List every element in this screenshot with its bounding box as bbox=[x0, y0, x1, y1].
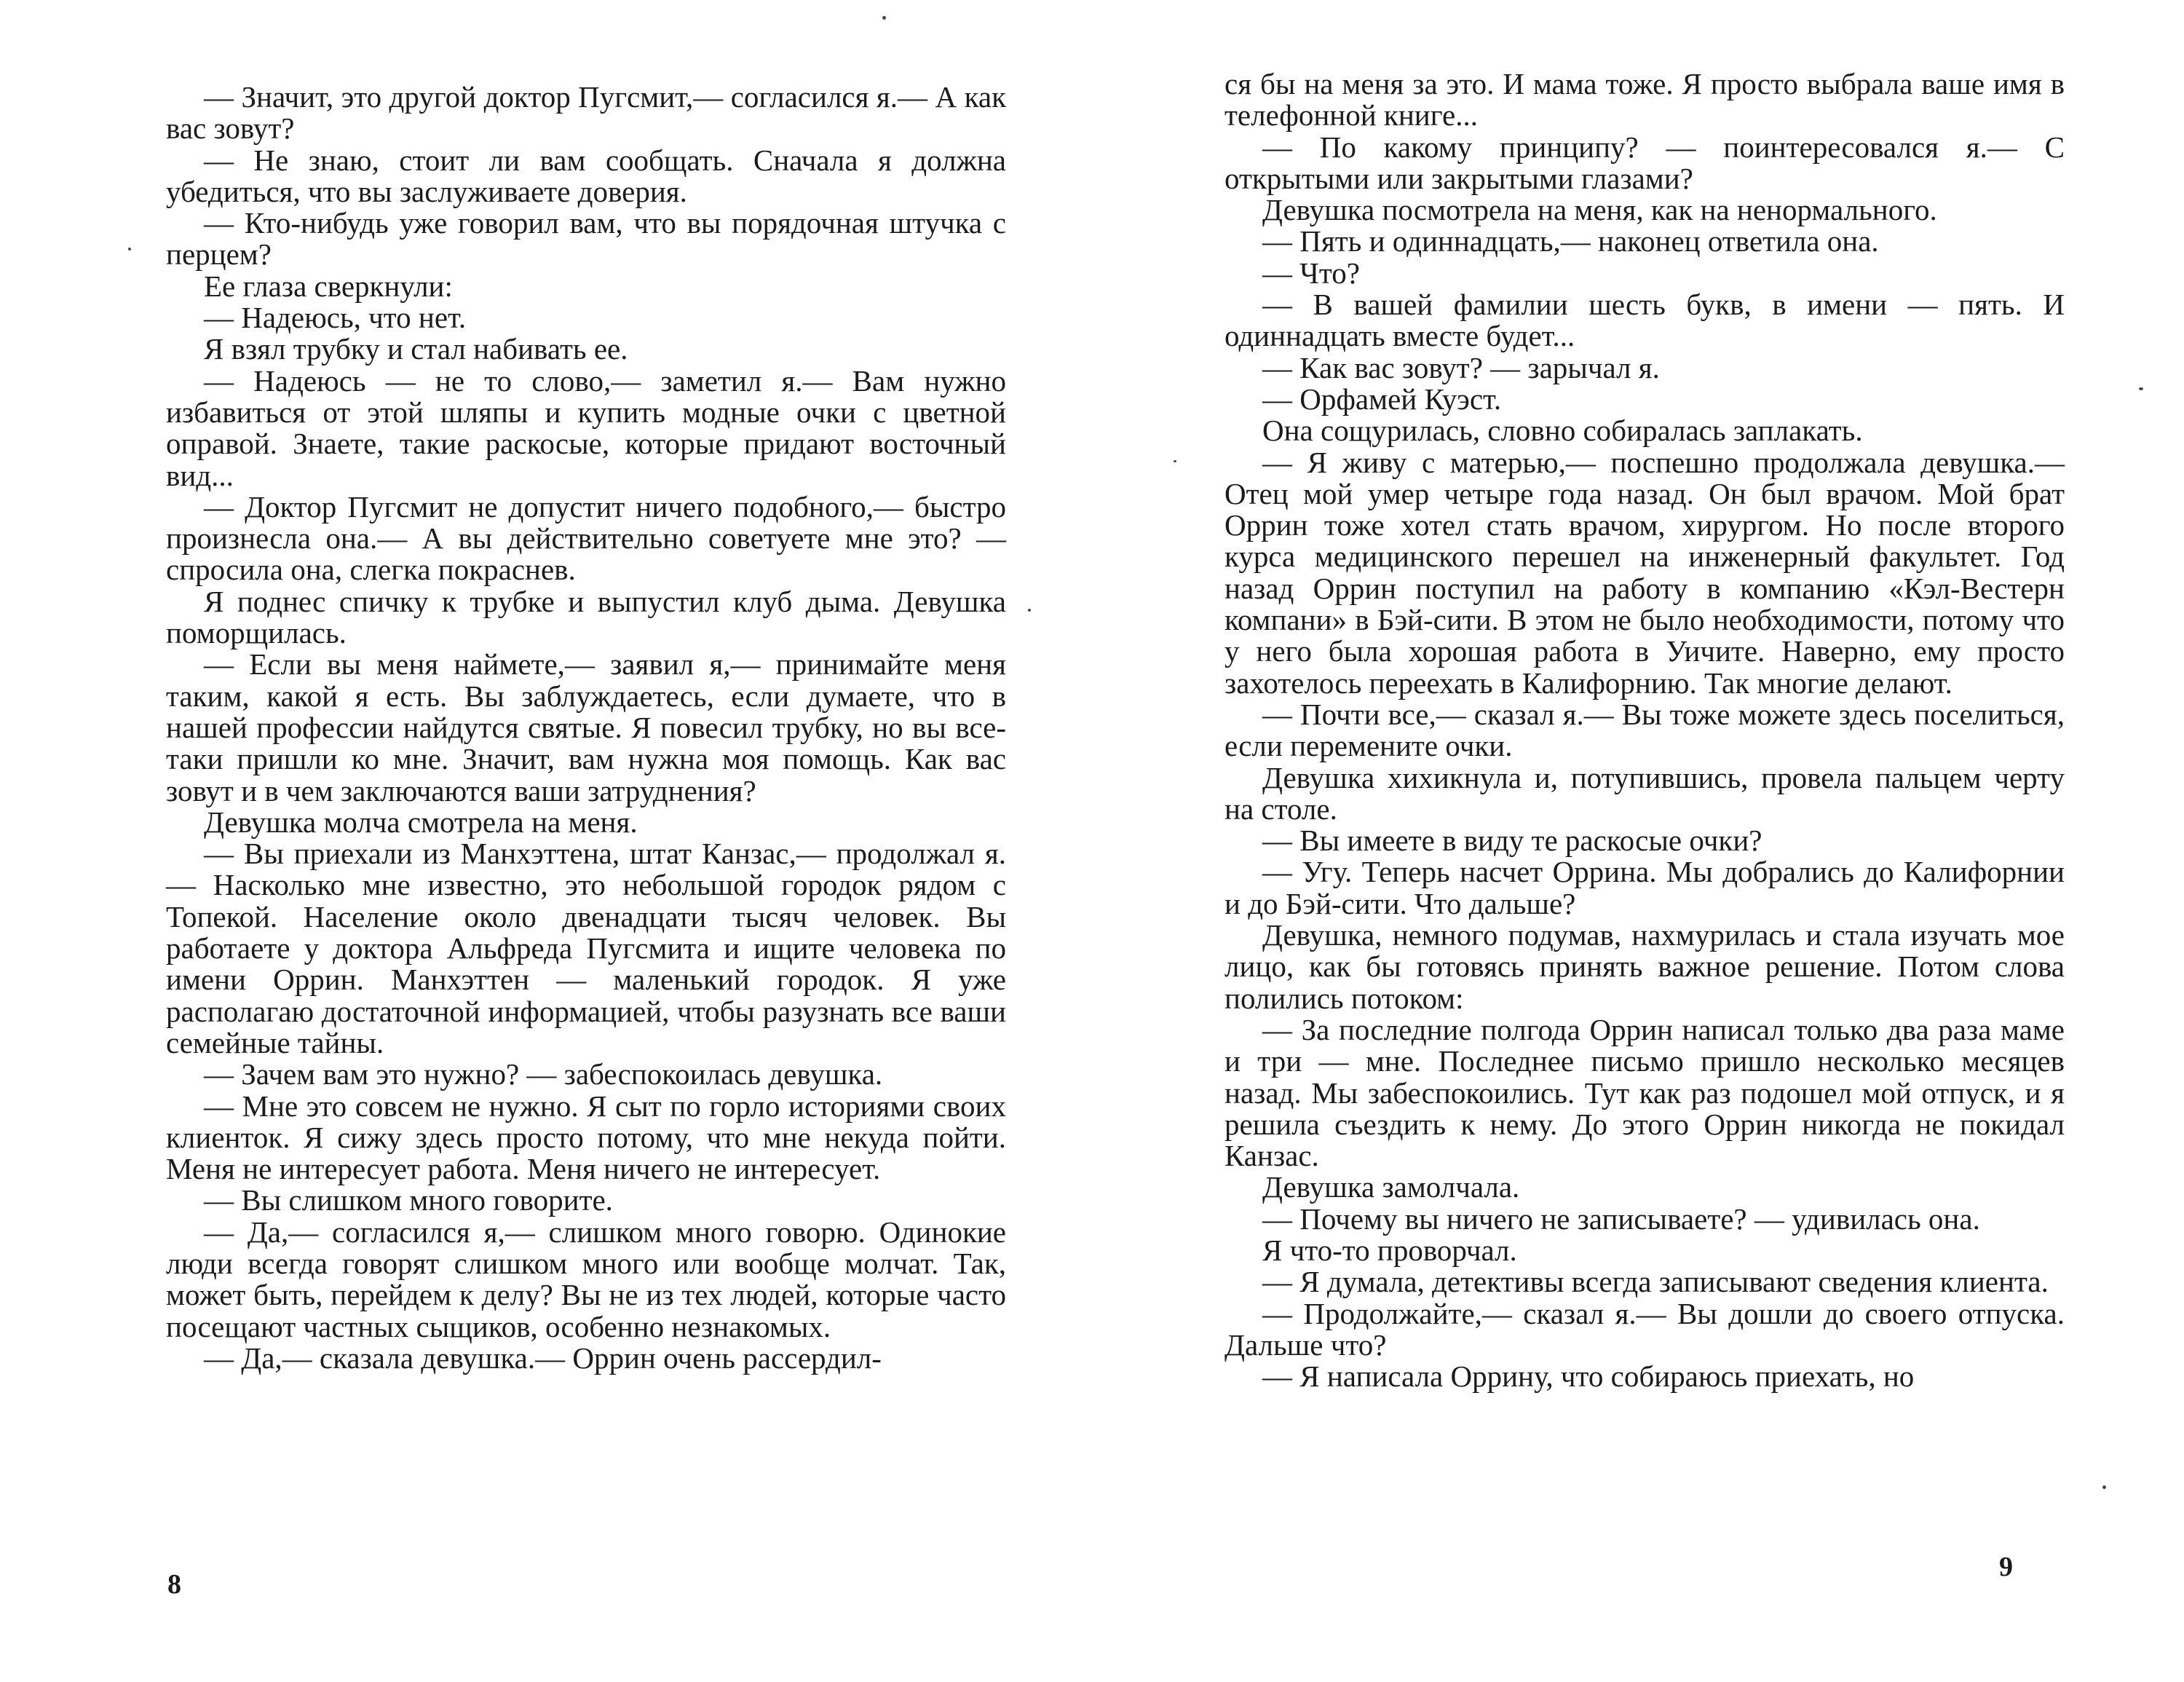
paragraph: — Кто-нибудь уже говорил вам, что вы порядочная штучка с перцем? bbox=[166, 206, 1006, 272]
paragraph: — Почти все,— сказал я.— Вы тоже можете здесь поселиться, если перемените очки. bbox=[1224, 697, 2065, 763]
right-page-text bbox=[1224, 68, 2065, 1392]
paragraph: — Почему вы ничего не записываете? — удивилась она. bbox=[1262, 1201, 1980, 1236]
scan-speck bbox=[128, 248, 131, 250]
paragraph: Я взял трубку и стал набивать ее. bbox=[204, 332, 628, 366]
paragraph: Я что-то проворчал. bbox=[1262, 1233, 1517, 1267]
paragraph: Девушка, немного подумав, нахмурилась и стала изучать мое лицо, как бы готовясь принять важное решение. Потом слова полились потоком: bbox=[1224, 918, 2065, 1015]
paragraph: Девушка посмотрела на меня, как на ненормального. bbox=[1262, 193, 1937, 227]
paragraph: — Да,— согласился я,— слишком много говорю. Одинокие люди всегда говорят слишком много или вообще молчат. Так, может быть, перейдем к делу? Вы не из тех людей, которые часто посещают частных сыщиков, особенно незнакомых. bbox=[166, 1215, 1006, 1343]
right-page bbox=[1092, 0, 2184, 1682]
paragraph: — По какому принципу? — поинтересовался я.— С открытыми или закрытыми глазами? bbox=[1224, 130, 2065, 195]
paragraph: — Я думала, детективы всегда записывают сведения клиента. bbox=[1262, 1265, 2049, 1299]
paragraph: — Продолжайте,— сказал я.— Вы дошли до своего отпуска. Дальше что? bbox=[1224, 1296, 2065, 1362]
paragraph: — Зачем вам это нужно? — забеспокоилась девушка. bbox=[204, 1057, 883, 1091]
paragraph: — Доктор Пугсмит не допустит ничего подобного,— быстро произнесла она.— А вы действительно советуете мне это? — спросила она, слегка покраснев. bbox=[166, 489, 1006, 587]
left-page-text bbox=[166, 82, 1006, 1374]
paragraph: — Надеюсь — не то слово,— заметил я.— Вам нужно избавиться от этой шляпы и купить модные очки с цветной оправой. Знаете, такие раскосые, которые придают восточный вид... bbox=[166, 363, 1006, 492]
paragraph: — Угу. Теперь насчет Оррина. Мы добрались до Калифорнии и до Бэй-сити. Что дальше? bbox=[1224, 855, 2065, 920]
paragraph: — Что? bbox=[1262, 256, 1360, 290]
paragraph: — Мне это совсем не нужно. Я сыт по горло историями своих клиенток. Я сижу здесь просто потому, что мне некуда пойти. Меня не интересует работа. Меня ничего не интересует. bbox=[166, 1089, 1006, 1186]
paragraph: — Да,— сказала девушка.— Оррин очень рассердил- bbox=[204, 1341, 882, 1375]
scan-speck bbox=[1174, 460, 1176, 462]
scan-speck bbox=[1028, 609, 1031, 612]
paragraph-continuation: ся бы на меня за это. И мама тоже. Я просто выбрала ваше имя в телефонной книге... bbox=[1224, 67, 2065, 133]
paragraph: — Надеюсь, что нет. bbox=[204, 301, 467, 335]
paragraph: — Вы имеете в виду те раскосые очки? bbox=[1262, 824, 1762, 858]
paragraph: Я поднес спичку к трубке и выпустил клуб дыма. Девушка поморщилась. bbox=[166, 584, 1006, 650]
paragraph: — Я написала Оррину, что собираюсь приехать, но bbox=[1262, 1359, 1915, 1394]
paragraph: — Если вы меня наймете,— заявил я,— принимайте меня таким, какой я есть. Вы заблуждаетесь, если думаете, что в нашей профессии найдутся святые. Я повесил трубку, но вы все-таки пришли ко мне. Значит, вам нужна моя помощь. Как вас зовут и в чем заключаются ваши затруднения? bbox=[166, 647, 1006, 808]
scan-speck bbox=[2139, 387, 2143, 390]
paragraph: — Орфамей Куэст. bbox=[1262, 382, 1502, 416]
paragraph: — В вашей фамилии шесть букв, в имени — пять. И одиннадцать вместе будет... bbox=[1224, 288, 2065, 353]
paragraph: Девушка замолчала. bbox=[1262, 1170, 1520, 1204]
paragraph: — За последние полгода Оррин написал только два раза маме и три — мне. Последнее письмо пришло несколько месяцев назад. Мы забеспокоились. Тут как раз подошел мой отпуск, и я решила съездить к нему. До этого Оррин никогда не покидал Канзас. bbox=[1224, 1012, 2065, 1173]
paragraph: Девушка хихикнула и, потупившись, провела пальцем черту на столе. bbox=[1224, 760, 2065, 826]
page-number: 9 bbox=[1999, 1552, 2013, 1582]
scan-speck bbox=[882, 16, 886, 20]
paragraph: — Как вас зовут? — зарычал я. bbox=[1262, 350, 1660, 384]
page-number: 8 bbox=[167, 1569, 181, 1600]
paragraph: — Пять и одиннадцать,— наконец ответила она. bbox=[1262, 224, 1879, 258]
paragraph: — Вы слишком много говорите. bbox=[204, 1183, 613, 1217]
paragraph: — Значит, это другой доктор Пугсмит,— согласился я.— А как вас зовут? bbox=[166, 80, 1006, 146]
paragraph: — Не знаю, стоит ли вам сообщать. Сначала я должна убедиться, что вы заслуживаете доверия. bbox=[166, 143, 1006, 208]
paragraph: Ее глаза сверкнули: bbox=[204, 269, 453, 303]
paragraph: — Вы приехали из Манхэттена, штат Канзас,— продолжал я.— Насколько мне известно, это небольшой городок рядом с Топекой. Население около двенадцати тысяч человек. Вы работаете у доктора Альфреда Пугсмита и ищите человека по имени Оррин. Манхэттен — маленький городок. Я уже располагаю достаточной информацией, чтобы разузнать все ваши семейные тайны. bbox=[166, 837, 1006, 1059]
paragraph: Девушка молча смотрела на меня. bbox=[204, 805, 638, 839]
paragraph: Она сощурилась, словно собиралась заплакать. bbox=[1262, 414, 1863, 448]
scan-speck bbox=[2102, 1485, 2106, 1489]
paragraph: — Я живу с матерью,— поспешно продолжала девушка.— Отец мой умер четыре года назад. Он был врачом. Мой брат Оррин тоже хотел стать врачом, хирургом. Но после второго курса медицинского перешел на инженерный факультет. Год назад Оррин поступил на работу в компанию «Кэл-Вестерн компани» в Бэй-сити. В этом не было необходимости, потому что у него была хорошая работа в Уичите. Наверно, ему просто захотелось переехать в Калифорнию. Так многие делают. bbox=[1224, 445, 2065, 700]
